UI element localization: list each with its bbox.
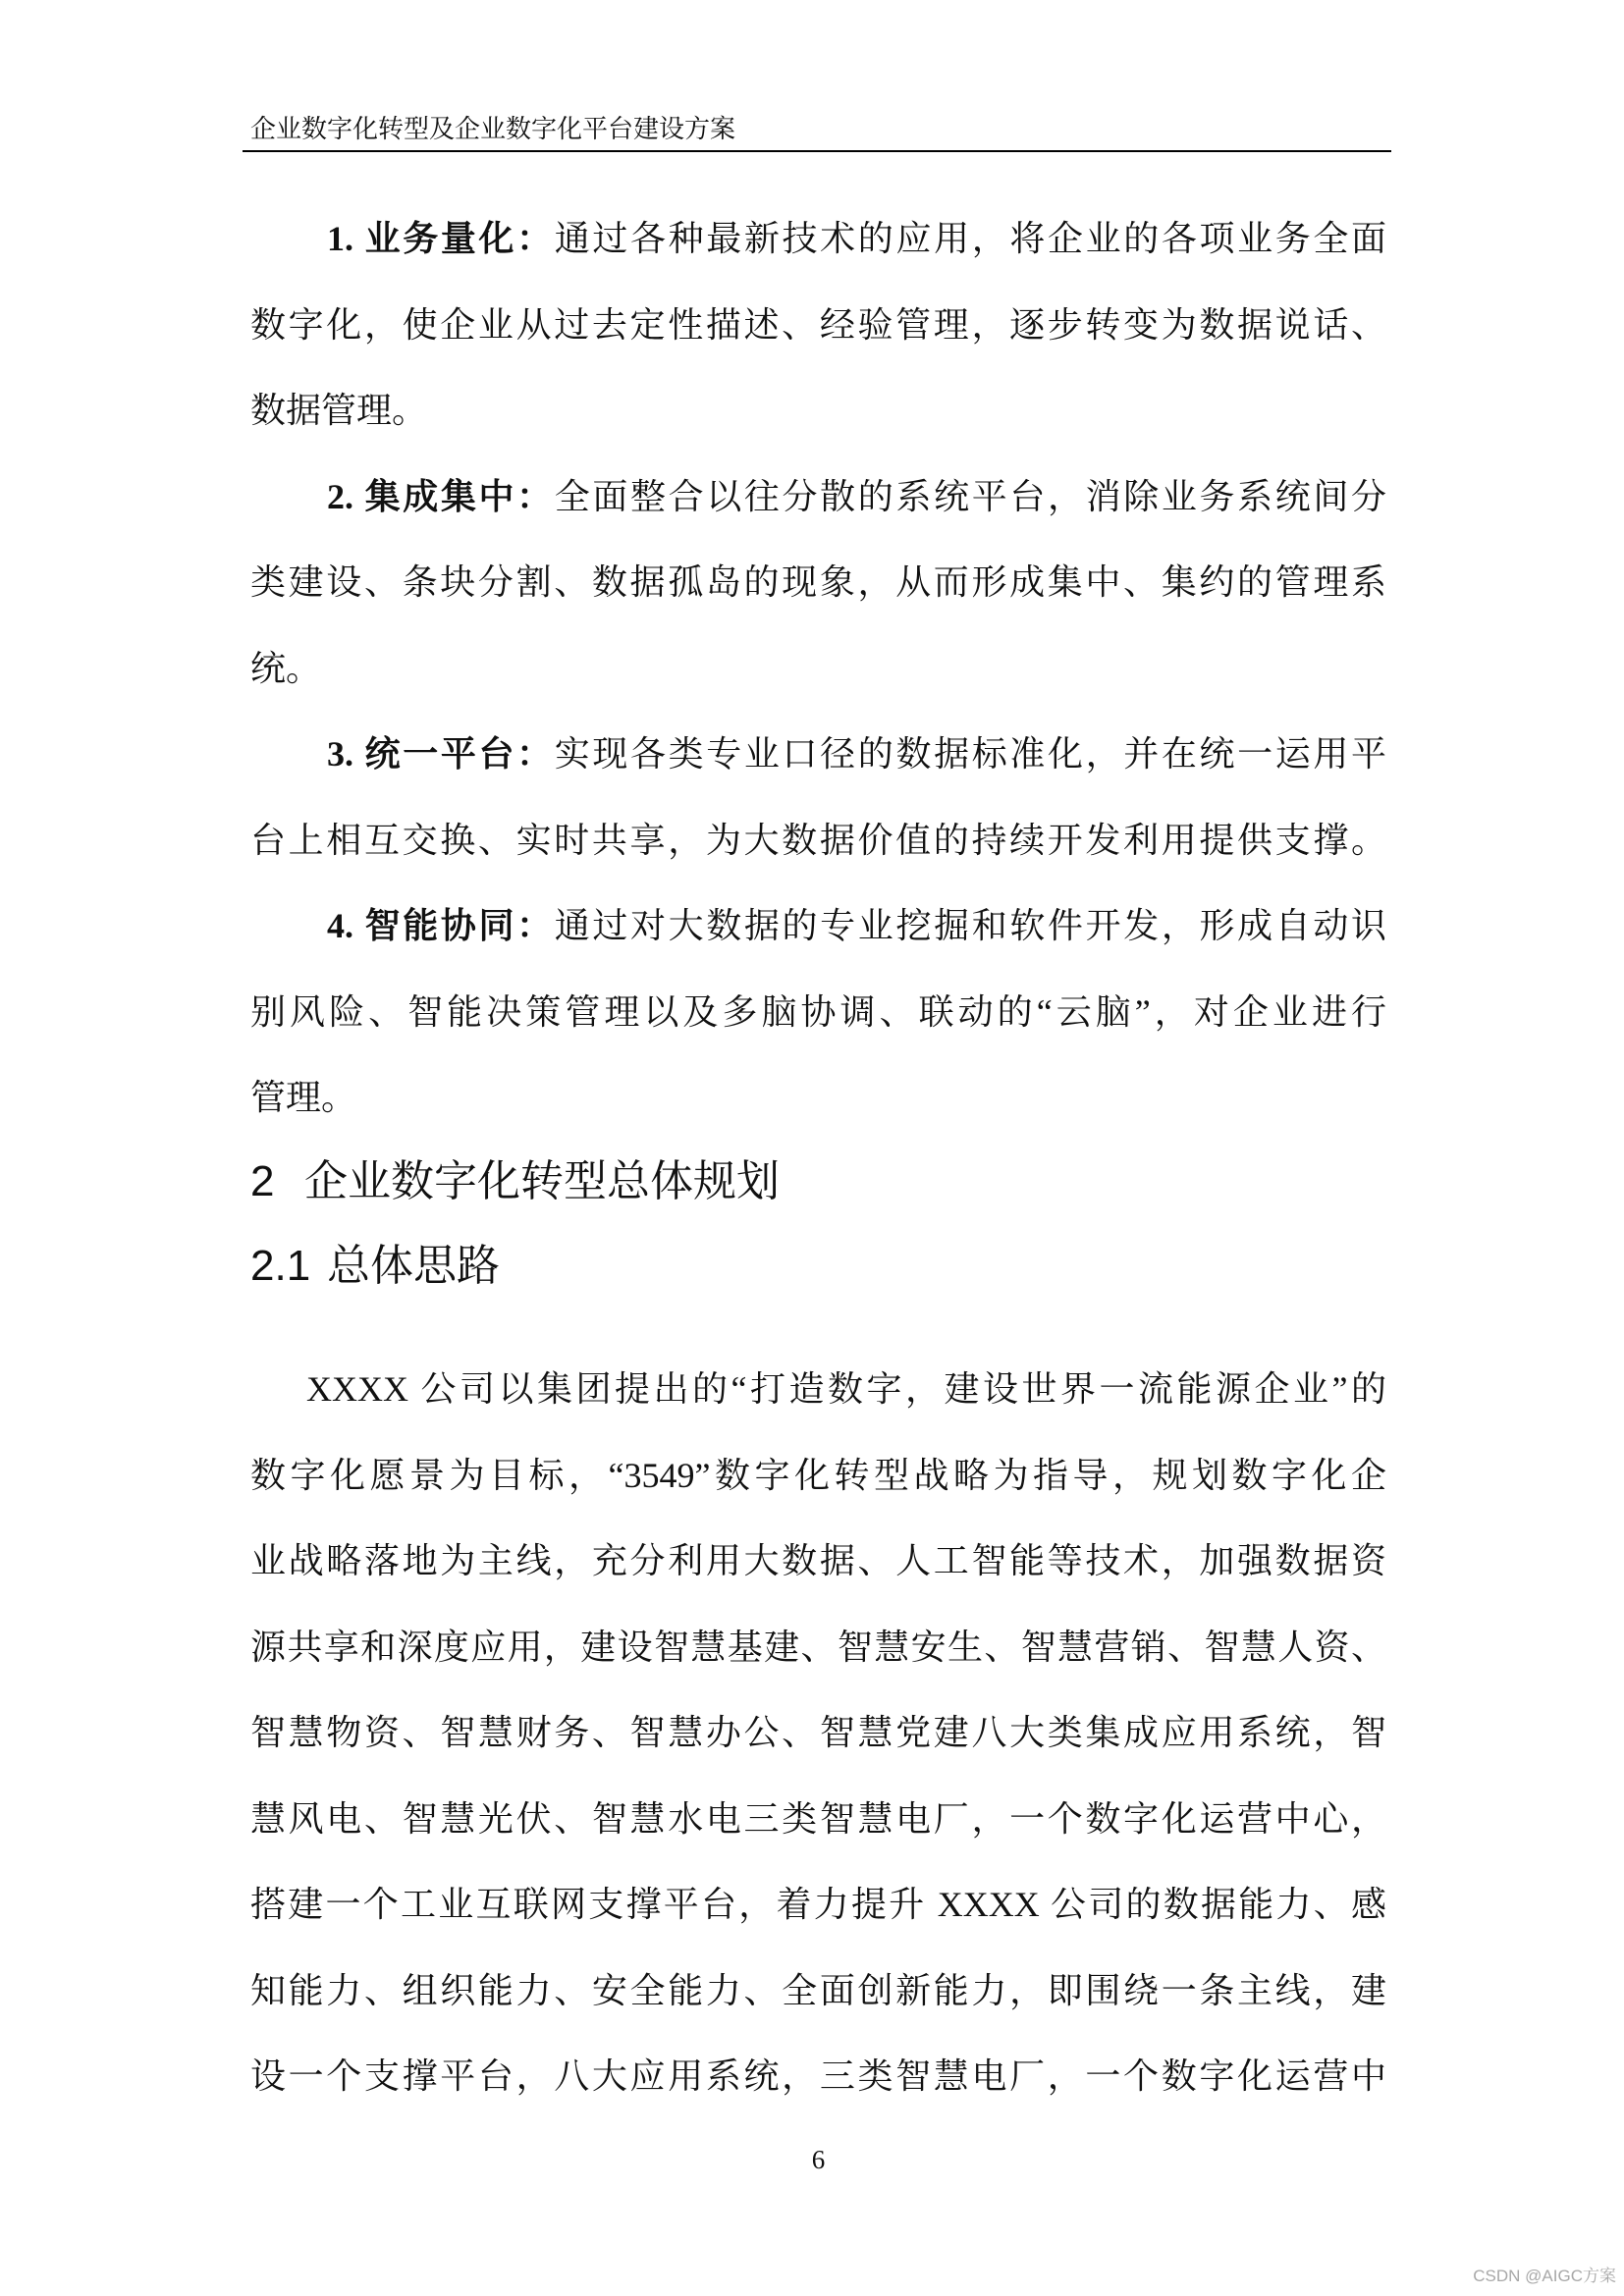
body-line-3: 业战略落地为主线，充分利用大数据、人工智能等技术，加强数据资 [250, 1541, 1386, 1580]
item-2-line-3: 统。 [250, 648, 322, 688]
header-rule [243, 150, 1391, 152]
item-1-text: 通过各种最新技术的应用，将企业的各项业务全面 [554, 219, 1386, 258]
item-2-text: 全面整合以往分散的系统平台，消除业务系统间分 [554, 476, 1386, 516]
body-line-7: 搭建一个工业互联网支撑平台，着力提升 XXXX 公司的数据能力、感 [250, 1885, 1386, 1924]
subsection-title: 总体思路 [327, 1242, 500, 1290]
key-points-section [250, 196, 1386, 1142]
subsection-number: 2.1 [250, 1242, 311, 1290]
body-line-5: 智慧物资、智慧财务、智慧办公、智慧党建八大类集成应用系统，智 [250, 1713, 1386, 1752]
body-line-6: 慧风电、智慧光伏、智慧水电三类智慧电厂，一个数字化运营中心， [250, 1798, 1386, 1839]
item-1-line-3: 数据管理。 [250, 391, 428, 430]
item-1-line-1 [250, 196, 1386, 283]
item-3-text: 实现各类专业口径的数据标准化，并在统一运用平 [554, 734, 1386, 774]
watermark: CSDN @AIGC方案 [1473, 2267, 1616, 2285]
item-2-line-1 [250, 454, 1386, 541]
item-4-line-3: 管理。 [250, 1078, 357, 1117]
item-4-text: 通过对大数据的专业挖掘和软件开发，形成自动识 [554, 906, 1386, 945]
item-2-label: 2. 集成集中： [327, 476, 555, 516]
item-3-line-2: 台上相互交换、实时共享，为大数据价值的持续开发利用提供支撑。 [250, 820, 1386, 860]
item-3-line-1 [250, 712, 1386, 798]
item-2-line-2: 类建设、条块分割、数据孤岛的现象，从而形成集中、集约的管理系 [250, 562, 1386, 602]
item-4-line-1 [250, 883, 1386, 970]
item-4-label: 4. 智能协同： [327, 906, 555, 945]
item-3-label: 3. 统一平台： [327, 734, 555, 774]
item-3-paragraph [250, 712, 1386, 883]
item-1-line-2: 数字化，使企业从过去定性描述、经验管理，逐步转变为数据说话、 [250, 304, 1386, 345]
item-1-label: 1. 业务量化： [327, 219, 555, 258]
section-heading [250, 1139, 780, 1225]
overall-approach-paragraph [250, 1347, 1386, 2120]
section-number: 2 [250, 1157, 275, 1205]
item-4-paragraph [250, 883, 1386, 1142]
section-title: 企业数字化转型总体规划 [304, 1157, 780, 1205]
body-line-4: 源共享和深度应用，建设智慧基建、智慧安生、智慧营销、智慧人资、 [250, 1627, 1386, 1667]
subsection-heading [250, 1223, 500, 1309]
running-header: 企业数字化转型及企业数字化平台建设方案 [250, 115, 736, 143]
body-line-9: 设一个支撑平台，八大应用系统，三类智慧电厂，一个数字化运营中 [250, 2056, 1386, 2096]
item-4-line-2: 别风险、智能决策管理以及多脑协调、联动的“云脑”，对企业进行 [250, 991, 1386, 1032]
page-number: 6 [811, 2145, 826, 2174]
body-line-8: 知能力、组织能力、安全能力、全面创新能力，即围绕一条主线，建 [250, 1970, 1386, 2010]
item-1-paragraph [250, 196, 1386, 454]
body-line-1: XXXX 公司以集团提出的“打造数字，建设世界一流能源企业”的 [306, 1369, 1386, 1409]
item-2-paragraph [250, 454, 1386, 713]
body-line-2: 数字化愿景为目标，“3549”数字化转型战略为指导，规划数字化企 [250, 1455, 1386, 1495]
